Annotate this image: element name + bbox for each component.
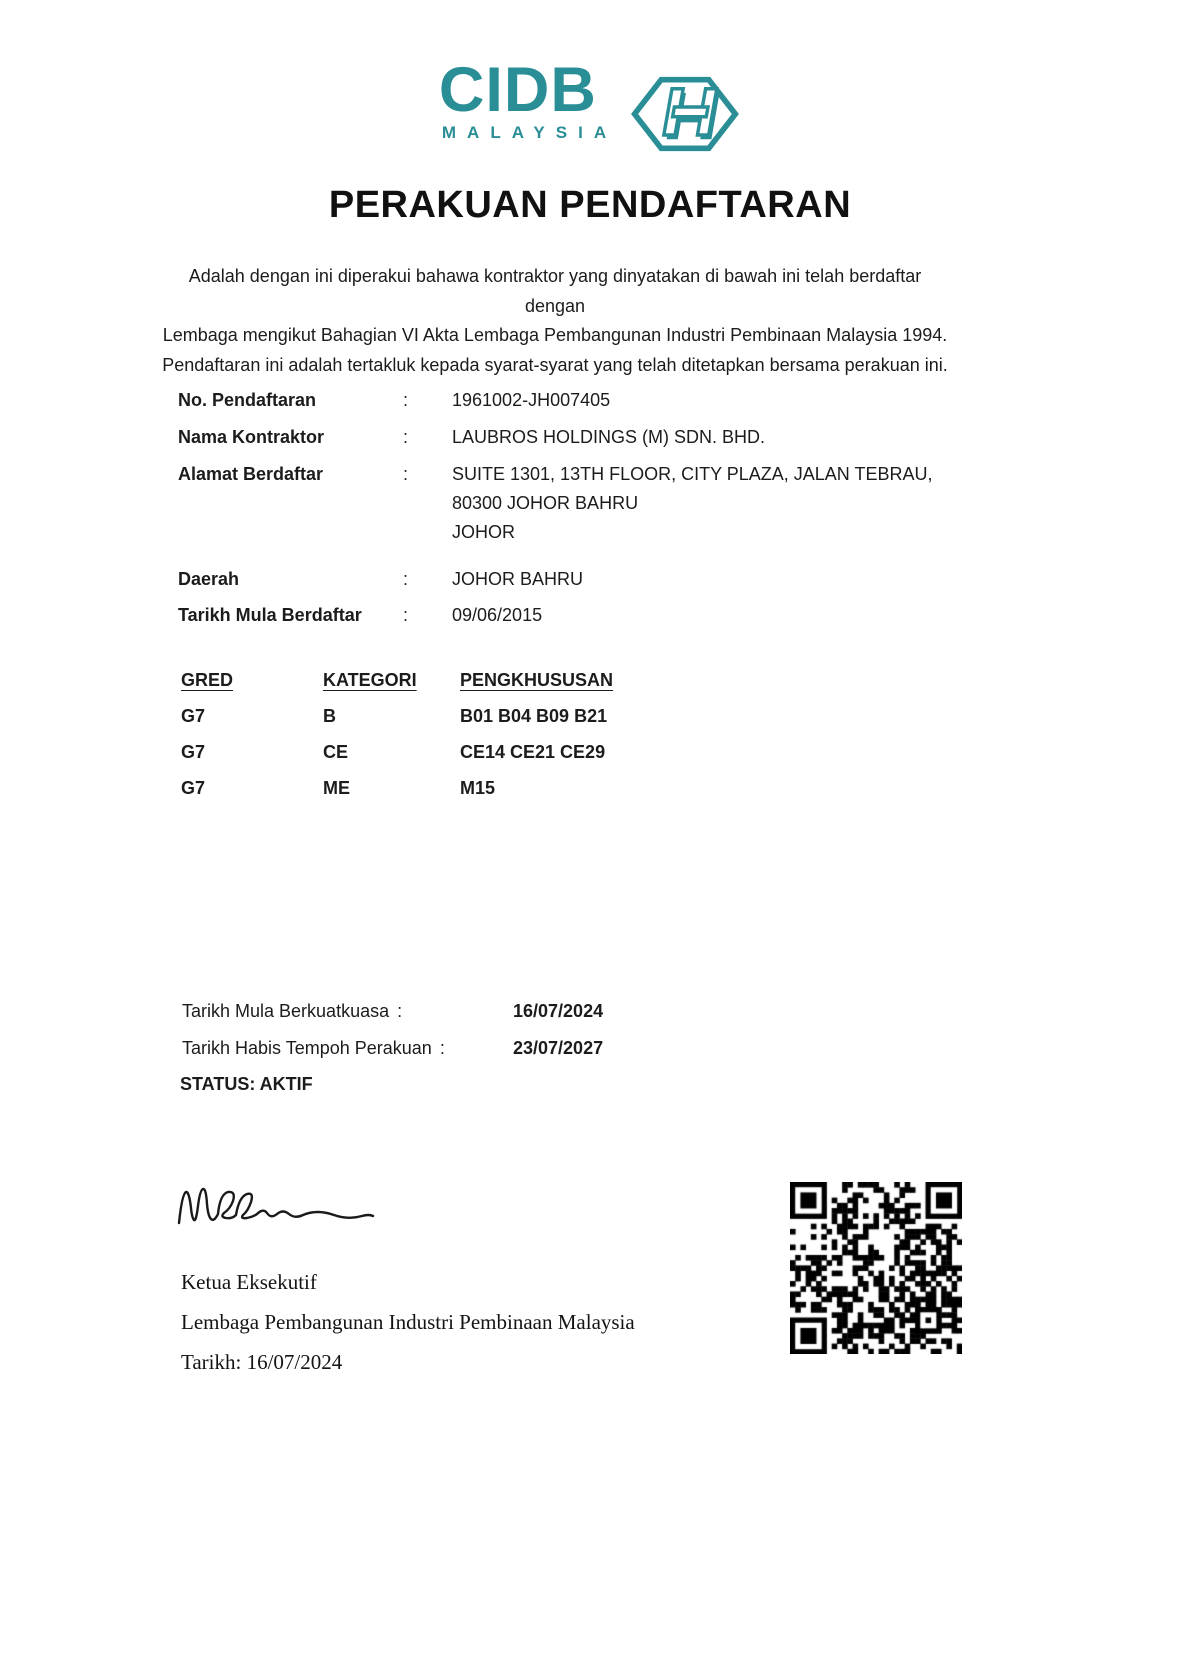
signoff-date: Tarikh: 16/07/2024 bbox=[181, 1350, 343, 1374]
cell-pengkhususan: M15 bbox=[460, 778, 496, 798]
detail-label: Nama Kontraktor bbox=[178, 427, 325, 447]
colon-separator: : bbox=[397, 1001, 403, 1021]
address-line: 80300 JOHOR BAHRU bbox=[452, 493, 639, 513]
detail-value: 1961002-JH007405 bbox=[452, 390, 611, 410]
cidb-wordmark bbox=[438, 55, 618, 143]
cell-kategori: ME bbox=[323, 778, 350, 798]
validity-value: 16/07/2024 bbox=[513, 1001, 604, 1021]
validity-label: Tarikh Habis Tempoh Perakuan bbox=[182, 1038, 432, 1058]
validity-row-mula-berkuatkuasa bbox=[182, 1001, 604, 1022]
detail-row-nama-kontraktor bbox=[178, 423, 765, 452]
detail-value-address bbox=[452, 460, 933, 547]
detail-value: JOHOR BAHRU bbox=[452, 569, 584, 589]
cell-pengkhususan: B01 B04 B09 B21 bbox=[460, 706, 608, 726]
colon-separator: : bbox=[439, 1038, 445, 1058]
grade-table-row bbox=[181, 742, 605, 763]
cidb-brand-text: CIDB bbox=[438, 55, 597, 125]
grade-table-header bbox=[181, 670, 613, 691]
validity-label: Tarikh Mula Berkuatkuasa bbox=[182, 1001, 390, 1021]
cell-kategori: CE bbox=[323, 742, 349, 762]
cell-kategori: B bbox=[323, 706, 336, 726]
intro-line: Lembaga mengikut Bahagian VI Akta Lembaga Pembangunan Industri Pembinaan Malaysia 1994. bbox=[162, 325, 948, 345]
signature-scribble bbox=[176, 1182, 381, 1226]
address-line: JOHOR bbox=[452, 522, 515, 542]
colon-separator: : bbox=[403, 605, 409, 625]
qr-code bbox=[790, 1182, 962, 1354]
address-line: SUITE 1301, 13TH FLOOR, CITY PLAZA, JALAN TEBRAU, bbox=[452, 464, 933, 484]
detail-label: Daerah bbox=[178, 569, 240, 589]
intro-line: Pendaftaran ini adalah tertakluk kepada syarat-syarat yang telah ditetapkan bersama perakuan ini. bbox=[162, 354, 948, 375]
colon-separator: : bbox=[403, 569, 409, 589]
validity-value: 23/07/2027 bbox=[513, 1038, 604, 1058]
cidb-hexagon-icon bbox=[629, 70, 741, 158]
intro-paragraph bbox=[160, 262, 950, 380]
detail-value: LAUBROS HOLDINGS (M) SDN. BHD. bbox=[452, 427, 766, 447]
column-header-kategori: KATEGORI bbox=[323, 670, 417, 690]
intro-line: Adalah dengan ini diperakui bahawa kontraktor yang dinyatakan di bawah ini telah berdaftar dengan bbox=[188, 266, 922, 316]
validity-row-habis-tempoh bbox=[182, 1038, 604, 1059]
colon-separator: : bbox=[403, 390, 409, 410]
detail-label: Tarikh Mula Berdaftar bbox=[178, 605, 362, 625]
cell-gred: G7 bbox=[181, 778, 206, 798]
signatory-role: Ketua Eksekutif bbox=[181, 1270, 317, 1294]
detail-row-daerah bbox=[178, 565, 583, 594]
detail-row-alamat-berdaftar bbox=[178, 460, 933, 547]
status-badge: STATUS: AKTIF bbox=[180, 1074, 313, 1094]
column-header-pengkhususan: PENGKHUSUSAN bbox=[460, 670, 614, 690]
grade-table-row bbox=[181, 778, 495, 799]
detail-label: Alamat Berdaftar bbox=[178, 464, 324, 484]
colon-separator: : bbox=[403, 464, 409, 484]
page-title: PERAKUAN PENDAFTARAN bbox=[328, 184, 852, 226]
detail-row-no-pendaftaran bbox=[178, 386, 610, 415]
detail-row-tarikh-mula-berdaftar bbox=[178, 601, 542, 630]
signatory-organization: Lembaga Pembangunan Industri Pembinaan Malaysia bbox=[181, 1310, 635, 1334]
detail-label: No. Pendaftaran bbox=[178, 390, 317, 410]
cell-gred: G7 bbox=[181, 742, 206, 762]
colon-separator: : bbox=[403, 427, 409, 447]
cell-pengkhususan: CE14 CE21 CE29 bbox=[460, 742, 606, 762]
grade-table-row bbox=[181, 706, 607, 727]
cidb-logo bbox=[0, 55, 1180, 158]
cidb-malaysia-text: MALAYSIA bbox=[441, 123, 618, 142]
detail-value: 09/06/2015 bbox=[452, 605, 543, 625]
column-header-gred: GRED bbox=[181, 670, 234, 690]
cell-gred: G7 bbox=[181, 706, 206, 726]
